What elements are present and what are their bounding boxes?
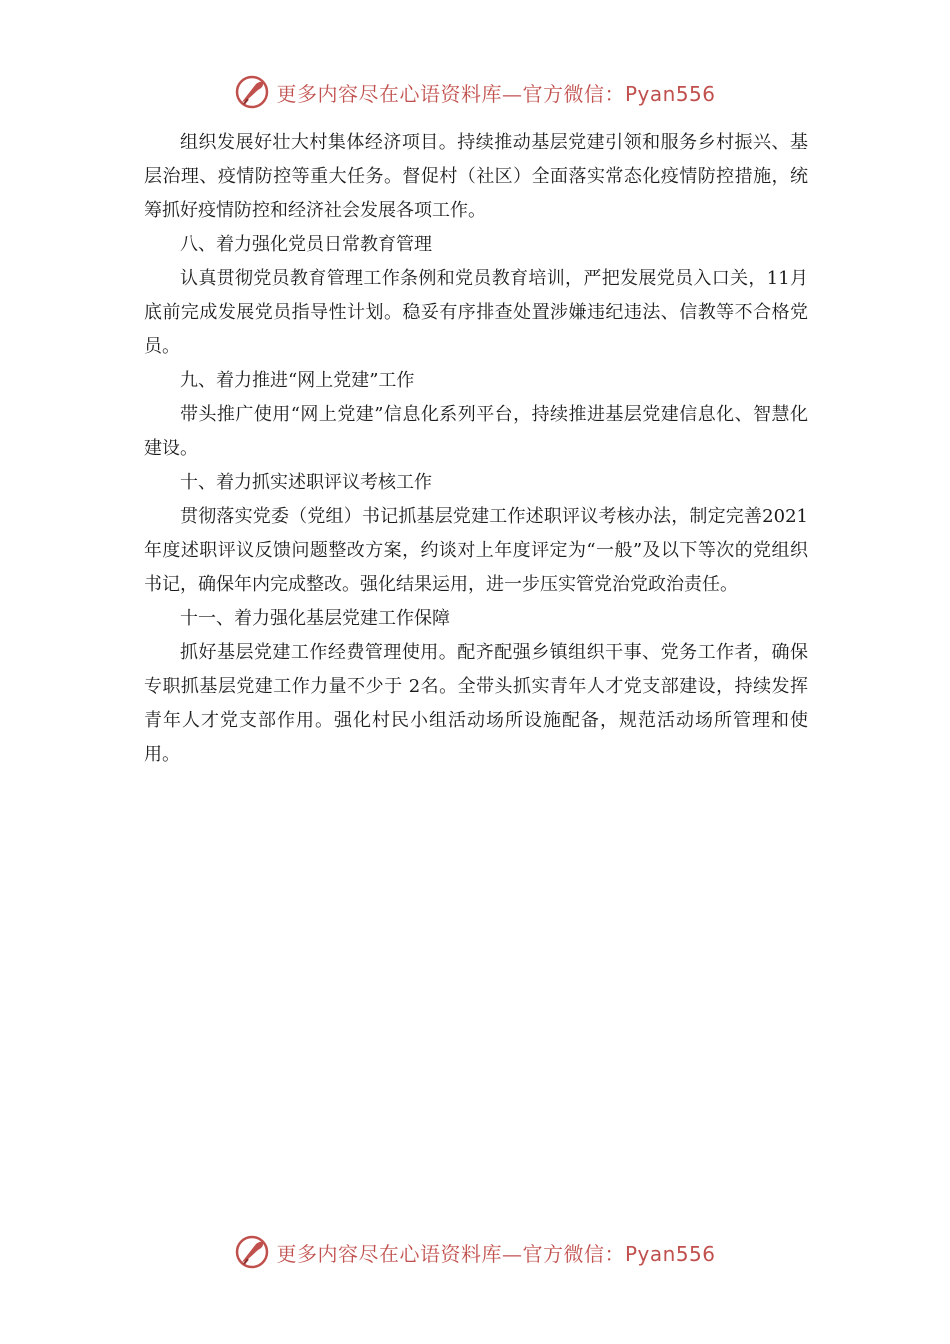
paragraph-section-9: 带头推广使用“网上党建”信息化系列平台，持续推进基层党建信息化、智慧化建设。 <box>144 404 808 459</box>
heading-section-11: 十一、着力强化基层党建工作保障 <box>180 608 450 629</box>
heading-section-8: 八、着力强化党员日常教育管理 <box>180 234 432 255</box>
quill-logo-icon <box>234 74 270 110</box>
header-banner <box>0 70 950 114</box>
paragraph-section-10: 贯彻落实党委（党组）书记抓基层党建工作述职评议考核办法，制定完善2021年度述职评议反馈问题整改方案，约谈对上年度评定为“一般”及以下等次的党组织书记，确保年内完成整改。强化结果运用，进一步压实管党治党政治责任。 <box>144 506 808 595</box>
document-body <box>144 126 808 772</box>
footer-banner-text <box>276 1238 715 1267</box>
paragraph-intro: 组织发展好壮大村集体经济项目。持续推动基层党建引领和服务乡村振兴、基层治理、疫情防控等重大任务。督促村（社区）全面落实常态化疫情防控措施，统筹抓好疫情防控和经济社会发展各项工作。 <box>144 132 808 221</box>
header-banner-cn: 更多内容尽在心语资料库—官方微信： <box>276 81 625 106</box>
heading-section-10: 十、着力抓实述职评议考核工作 <box>180 472 432 493</box>
footer-banner <box>0 1230 950 1274</box>
quill-logo-icon <box>234 1234 270 1270</box>
footer-banner-cn: 更多内容尽在心语资料库—官方微信： <box>276 1241 625 1266</box>
paragraph-section-11: 抓好基层党建工作经费管理使用。配齐配强乡镇组织干事、党务工作者，确保专职抓基层党建工作力量不少于 2名。全带头抓实青年人才党支部建设，持续发挥青年人才党支部作用。强化村民小组活动场所设施配备，规范活动场所管理和使用。 <box>144 642 808 765</box>
header-wechat-id: Pyan556 <box>624 81 716 106</box>
header-banner-text <box>276 78 715 107</box>
footer-wechat-id: Pyan556 <box>624 1241 716 1266</box>
heading-section-9: 九、着力推进“网上党建”工作 <box>180 370 415 391</box>
paragraph-section-8: 认真贯彻党员教育管理工作条例和党员教育培训，严把发展党员入口关，11月底前完成发展党员指导性计划。稳妥有序排查处置涉嫌违纪违法、信教等不合格党员。 <box>144 268 808 357</box>
